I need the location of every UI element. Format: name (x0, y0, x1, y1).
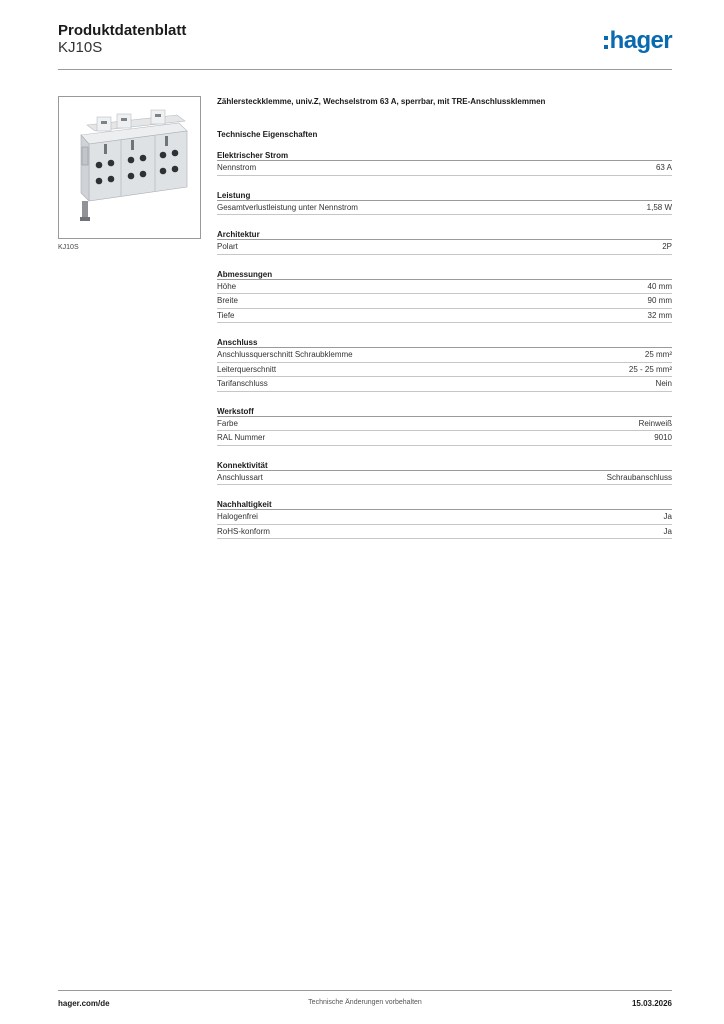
spec-row (217, 348, 672, 363)
spec-label: Tiefe (217, 310, 235, 320)
spec-label: Tarifanschluss (217, 379, 268, 388)
spec-row (217, 201, 672, 216)
product-code: KJ10S (58, 39, 103, 56)
spec-label: RAL Nummer (217, 433, 266, 442)
spec-value: 32 mm (647, 310, 672, 320)
spec-label: Breite (217, 296, 238, 305)
spec-group-electrical-current (217, 150, 672, 176)
footer-note: Technische Änderungen vorbehalten (308, 999, 422, 1006)
spec-group-title: Werkstoff (217, 406, 672, 417)
spec-value: 25 mm² (644, 350, 672, 359)
logo-text: hager (609, 27, 672, 54)
footer-website-link[interactable]: hager.com/de (58, 999, 110, 1008)
spec-group-sustainability (217, 499, 672, 539)
spec-group-connection (217, 337, 672, 392)
spec-row (217, 161, 672, 176)
spec-row (217, 471, 672, 486)
spec-group-architecture (217, 229, 672, 255)
spec-group-title: Architektur (217, 229, 672, 240)
terminal-block-illustration (59, 97, 201, 239)
spec-value: 40 mm (647, 281, 672, 291)
hager-logo (604, 28, 672, 54)
specs-heading: Technische Eigenschaften (217, 130, 318, 139)
spec-label: RoHS-konform (217, 526, 270, 536)
spec-label: Leiterquerschnitt (217, 364, 277, 374)
spec-label: Farbe (217, 418, 238, 428)
page-footer (58, 990, 672, 1012)
spec-group-title: Elektrischer Strom (217, 150, 672, 161)
spec-label: Polart (217, 242, 238, 251)
logo-colon-icon (604, 36, 608, 49)
product-details (217, 96, 672, 539)
spec-row (217, 510, 672, 525)
footer-date: 15.03.2026 (631, 999, 672, 1008)
spec-row (217, 294, 672, 309)
spec-group-title: Leistung (217, 190, 672, 201)
spec-value: Ja (663, 526, 672, 536)
spec-value: Reinweiß (638, 418, 672, 428)
spec-row (217, 525, 672, 540)
spec-row (217, 309, 672, 324)
spec-row (217, 363, 672, 378)
spec-value: 25 - 25 mm² (628, 364, 672, 374)
spec-value: 63 A (655, 163, 672, 172)
spec-label: Nennstrom (217, 163, 257, 172)
image-caption: KJ10S (58, 244, 79, 251)
spec-value: 1,58 W (646, 202, 672, 212)
spec-row (217, 431, 672, 446)
spec-group-title: Anschluss (217, 337, 672, 348)
spec-group-connectivity (217, 460, 672, 486)
spec-value: 9010 (654, 433, 672, 442)
spec-row (217, 240, 672, 255)
spec-value: 90 mm (647, 296, 672, 305)
spec-group-material (217, 406, 672, 446)
spec-label: Halogenfrei (217, 512, 258, 521)
spec-group-title: Konnektivität (217, 460, 672, 471)
spec-group-title: Nachhaltigkeit (217, 499, 672, 510)
spec-value: Schraubanschluss (606, 472, 672, 482)
product-image (58, 96, 201, 239)
spec-row (217, 377, 672, 392)
spec-label: Anschlussquerschnitt Schraubklemme (217, 350, 353, 359)
page-header (58, 22, 672, 70)
spec-group-title: Abmessungen (217, 269, 672, 280)
document-title: Produktdatenblatt (58, 22, 187, 39)
spec-group-power (217, 190, 672, 216)
product-description: Zählersteckklemme, univ.Z, Wechselstrom 63 A, sperrbar, mit TRE-Anschlussklemmen (217, 97, 546, 106)
spec-group-dimensions (217, 269, 672, 324)
spec-value: 2P (662, 242, 672, 251)
spec-row (217, 417, 672, 432)
spec-value: Ja (663, 512, 672, 521)
spec-value: Nein (655, 379, 672, 388)
spec-row (217, 280, 672, 295)
spec-label: Anschlussart (217, 472, 263, 482)
spec-label: Höhe (217, 281, 237, 291)
spec-label: Gesamtverlustleistung unter Nennstrom (217, 202, 358, 212)
